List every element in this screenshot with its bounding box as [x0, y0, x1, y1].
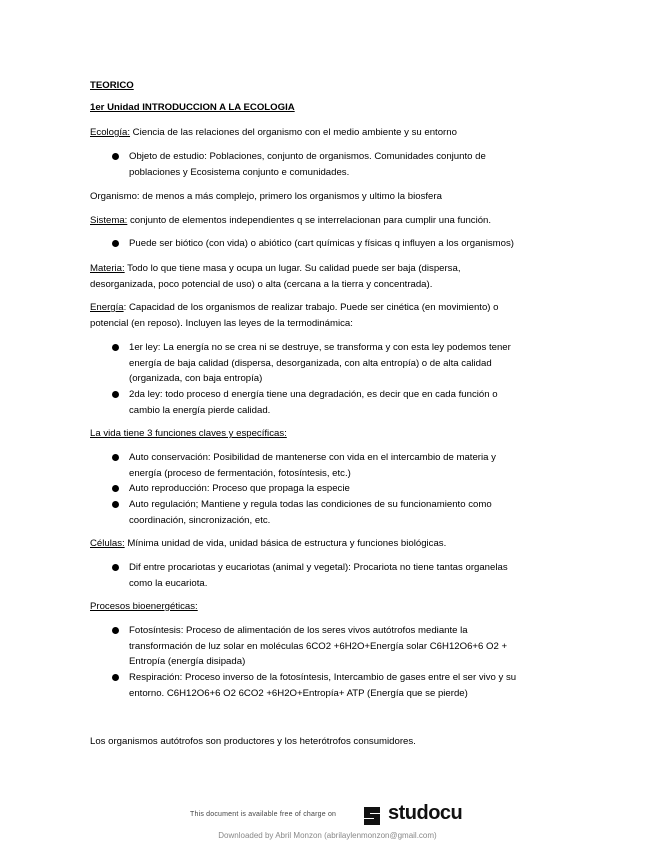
list-item-line: Respiración: Proceso inverso de la fotosíntesis, Intercambio de gases entre el ser vivo y su — [129, 672, 517, 683]
celulas-paragraph — [90, 536, 560, 552]
energia-paragraph — [90, 300, 560, 331]
footer — [0, 800, 655, 848]
sistema-paragraph — [90, 213, 560, 229]
list-item-line: energía de baja calidad (dispersa, desorganizada, con alta entropía) o de alta calidad — [129, 357, 492, 369]
bullet-icon — [112, 564, 119, 571]
list-item — [112, 450, 552, 481]
energia-line: potencial (en reposo). Incluyen las leyes de la termodinámica: — [90, 317, 353, 329]
downloaded-by-text: Downloaded by Abril Monzon (abrilaylenmonzon@gmail.com) — [218, 831, 437, 840]
list-item — [112, 670, 552, 701]
ecologia-term: Ecología: — [90, 127, 131, 138]
bullet-icon — [112, 627, 119, 634]
bullet-icon — [112, 485, 119, 492]
bullet-icon — [112, 454, 119, 461]
list-item-line: como la eucariota. — [129, 577, 208, 589]
final-paragraph: Los organismos autótrofos son productores y los heterótrofos consumidores. — [90, 736, 416, 747]
list-item-line: (organizada, con baja entropía) — [129, 373, 263, 385]
list-item — [112, 623, 552, 670]
list-item-line: Puede ser biótico (con vida) o abiótico (cart químicas y físicas q influyen a los organismos) — [129, 238, 514, 249]
organismo-paragraph: Organismo: de menos a más complejo, primero los organismos y ultimo la biosfera — [90, 191, 442, 202]
list-item — [112, 560, 552, 591]
list-item-line: poblaciones y Ecosistema conjunto e comunidades. — [129, 166, 350, 178]
studocu-brand: studocu — [388, 802, 463, 824]
list-item — [112, 387, 552, 418]
procesos-heading: Procesos bioenergéticas: — [90, 601, 198, 612]
materia-line: desorganizada, poco potencial de uso) o alta (cercana a la tierra y concentrada). — [90, 278, 433, 290]
list-item-line: Dif entre procariotas y eucariotas (animal y vegetal): Procariota no tiene tantas organelas — [129, 562, 508, 573]
ecologia-paragraph — [90, 125, 560, 141]
document-title: TEORICO — [90, 80, 134, 91]
unit-heading: 1er Unidad INTRODUCCION A LA ECOLOGIA — [90, 102, 295, 113]
list-item-line: transformación de luz solar en moléculas 6CO2 +6H2O+Energía solar C6H12O6+6 O2 + — [129, 640, 508, 652]
sistema-term: Sistema: — [90, 215, 128, 226]
celulas-term: Células: — [90, 538, 125, 549]
bullet-icon — [112, 153, 119, 160]
list-item-line: cambio la energía pierde calidad. — [129, 404, 271, 416]
vida-heading: La vida tiene 3 funciones claves y específicas: — [90, 428, 287, 439]
list-item-line: Auto reproducción: Proceso que propaga la especie — [129, 483, 350, 494]
celulas-definition: Mínima unidad de vida, unidad básica de estructura y funciones biológicas. — [124, 538, 447, 549]
list-item-line: Auto conservación: Posibilidad de mantenerse con vida en el intercambio de materia y — [129, 452, 496, 463]
bullet-icon — [112, 501, 119, 508]
list-item-line: Entropía (energía disipada) — [129, 656, 246, 668]
bullet-icon — [112, 674, 119, 681]
list-item-line: Objeto de estudio: Poblaciones, conjunto de organismos. Comunidades conjunto de — [129, 151, 486, 162]
list-item-line: Fotosíntesis: Proceso de alimentación de los seres vivos autótrofos mediante la — [129, 625, 468, 636]
list-item-line: coordinación, sincronización, etc. — [129, 514, 271, 526]
list-item — [112, 340, 552, 387]
bullet-icon — [112, 240, 119, 247]
materia-term: Materia: — [90, 263, 125, 274]
list-item-line: 1er ley: La energía no se crea ni se destruye, se transforma y con esta ley podemos tener — [129, 342, 511, 353]
bullet-icon — [112, 344, 119, 351]
studocu-logo[interactable] — [360, 802, 468, 830]
list-item-line: 2da ley: todo proceso d energía tiene una degradación, es decir que en cada función o — [129, 389, 498, 400]
list-item — [112, 497, 552, 528]
list-item — [112, 481, 552, 497]
materia-paragraph — [90, 261, 560, 292]
materia-line: Todo lo que tiene masa y ocupa un lugar. Su calidad puede ser baja (dispersa, — [124, 263, 461, 274]
available-text: This document is available free of charge on — [190, 811, 337, 818]
energia-term: Energía — [90, 302, 124, 313]
list-item-line: energía (proceso de fermentación, fotosíntesis, etc.) — [129, 467, 351, 479]
list-item-line: Auto regulación; Mantiene y regula todas las condiciones de su funcionamiento como — [129, 499, 492, 510]
sistema-definition: conjunto de elementos independientes q se interrelacionan para cumplir una función. — [127, 215, 492, 226]
energia-line: : Capacidad de los organismos de realizar trabajo. Puede ser cinética (en movimiento) o — [123, 302, 499, 313]
studocu-logo-icon — [360, 804, 384, 828]
ecologia-definition: Ciencia de las relaciones del organismo con el medio ambiente y su entorno — [130, 127, 457, 138]
list-item — [112, 149, 552, 180]
list-item-line: entorno. C6H12O6+6 O2 6CO2 +6H2O+Entropía+ ATP (Energía que se pierde) — [129, 687, 468, 699]
list-item — [112, 236, 552, 252]
bullet-icon — [112, 391, 119, 398]
